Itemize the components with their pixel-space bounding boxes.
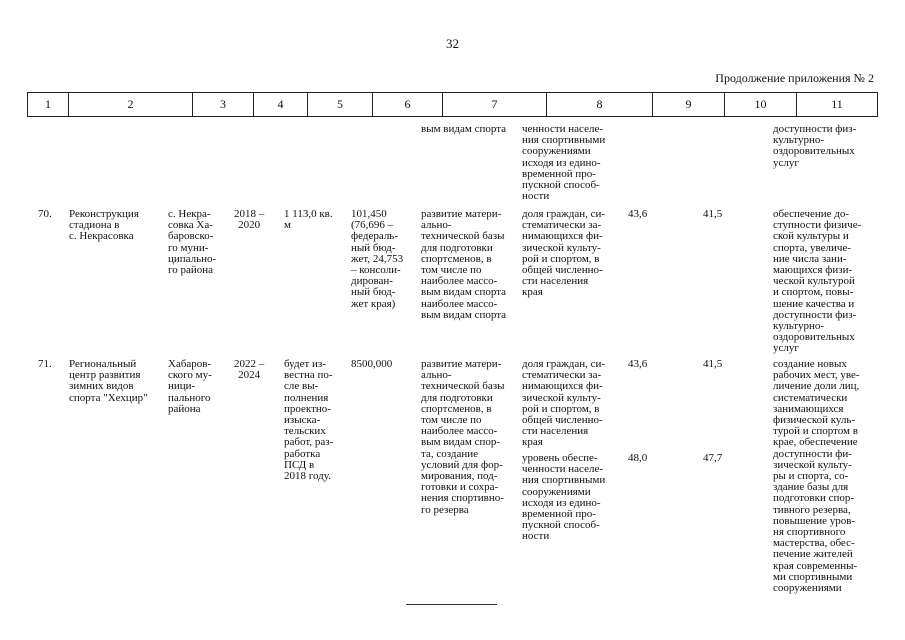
row70-goal: развитие матери- ально- технической базы для подготовки спортсменов, в том числе по наиболее массо- вым видам спорта наиболее массо- вым видам спорта bbox=[421, 208, 507, 321]
row71-capacity: будет из- вестна по- сле вы- полнения проектно- изыска- тельских работ, раз- работка ПСД в 2018 году. bbox=[284, 358, 334, 483]
column-number-5: 5 bbox=[307, 93, 372, 116]
row70-indicator: доля граждан, си- стематически за- нимающихся фи- зической культу- рой и спортом, в общей численно- сти населения края bbox=[522, 208, 606, 299]
column-number-4: 4 bbox=[253, 93, 307, 116]
row71-funding: 8500,000 bbox=[351, 358, 393, 370]
row70-period: 2018 – 2020 bbox=[234, 208, 265, 232]
row71-value-b-col10: 47,7 bbox=[703, 452, 723, 464]
row70-value-col9: 43,6 bbox=[628, 208, 648, 220]
footer-rule bbox=[406, 604, 497, 605]
row70-value-col10: 41,5 bbox=[703, 208, 723, 220]
row71-period: 2022 – 2024 bbox=[234, 358, 265, 382]
row70-object: Реконструкция стадиона в с. Некрасовка bbox=[69, 208, 139, 243]
row71-value-a-col9: 43,6 bbox=[628, 358, 648, 370]
column-number-1: 1 bbox=[45, 97, 51, 111]
continuation-caption: Продолжение приложения № 2 bbox=[715, 71, 874, 85]
row70-result: обеспечение до- ступности физиче- ской культуры и спорта, увеличе- ние числа зани- мающихся физи- ческой культурой и спортом, повы- шение качества и доступности физ- культурно- оздоровительных услуг bbox=[773, 208, 862, 355]
row70-funding: 101,450 (76,696 – федераль- ный бюд- жет, 24,753 – консоли- дирован- ный бюд- жет края) bbox=[351, 208, 404, 310]
column-number-3: 3 bbox=[192, 93, 253, 116]
cont-cell-col11: доступности физ- культурно- оздоровительных услуг bbox=[773, 123, 857, 169]
cont-cell-col7: вым видам спорта bbox=[421, 123, 507, 135]
page-number: 32 bbox=[446, 36, 459, 51]
column-number-7: 7 bbox=[442, 93, 546, 116]
row70-location: с. Некра- совка Ха- баровско- го муни- ципально- го района bbox=[168, 208, 217, 277]
column-number-6: 6 bbox=[372, 93, 442, 116]
row71-location: Хабаров- ского му- ници- пального района bbox=[168, 358, 212, 415]
row71-indicator-b: уровень обеспе- ченности населе- ния спортивными сооружениями исходя из едино- временной про- пускной способ- ности bbox=[522, 452, 606, 543]
row71-goal: развитие матери- ально- технической базы для подготовки спортсменов, в том числе по наиболее массо- вым видам спор- та, создание условий для фор- мирования, под- готовки и сохра- нения спортивно- го резерва bbox=[421, 358, 505, 516]
column-number-9: 9 bbox=[652, 93, 724, 116]
row70-number: 70. bbox=[38, 208, 52, 220]
row71-value-a-col10: 41,5 bbox=[703, 358, 723, 370]
column-number-8: 8 bbox=[546, 93, 652, 116]
row71-indicator-a: доля граждан, си- стематически за- нимающихся фи- зической культу- рой и спортом, в общей численно- сти населения края bbox=[522, 358, 606, 449]
cont-cell-col8: ченности населе- ния спортивными сооружениями исходя из едино- временной про- пускной способ- ности bbox=[522, 123, 606, 203]
table-header-row bbox=[27, 92, 878, 117]
row71-number: 71. bbox=[38, 358, 52, 370]
column-number-11: 11 bbox=[796, 93, 877, 116]
column-number-10: 10 bbox=[724, 93, 796, 116]
row71-result: создание новых рабочих мест, уве- личение доли лиц, систематически занимающихся физической куль- турой и спортом в крае, обеспечение доступности фи- зической культу- ры и спорта, со- здание базы для подготовки спор- тивного резерва, повышение уров- ня спортивного мастерства, обес- печение жителей края современны- ми спортивными сооружениями bbox=[773, 358, 860, 595]
column-number-2: 2 bbox=[68, 93, 192, 116]
row71-object: Региональный центр развития зимних видов спорта "Хехцир" bbox=[69, 358, 148, 404]
row70-capacity: 1 113,0 кв. м bbox=[284, 208, 333, 232]
row71-value-b-col9: 48,0 bbox=[628, 452, 648, 464]
